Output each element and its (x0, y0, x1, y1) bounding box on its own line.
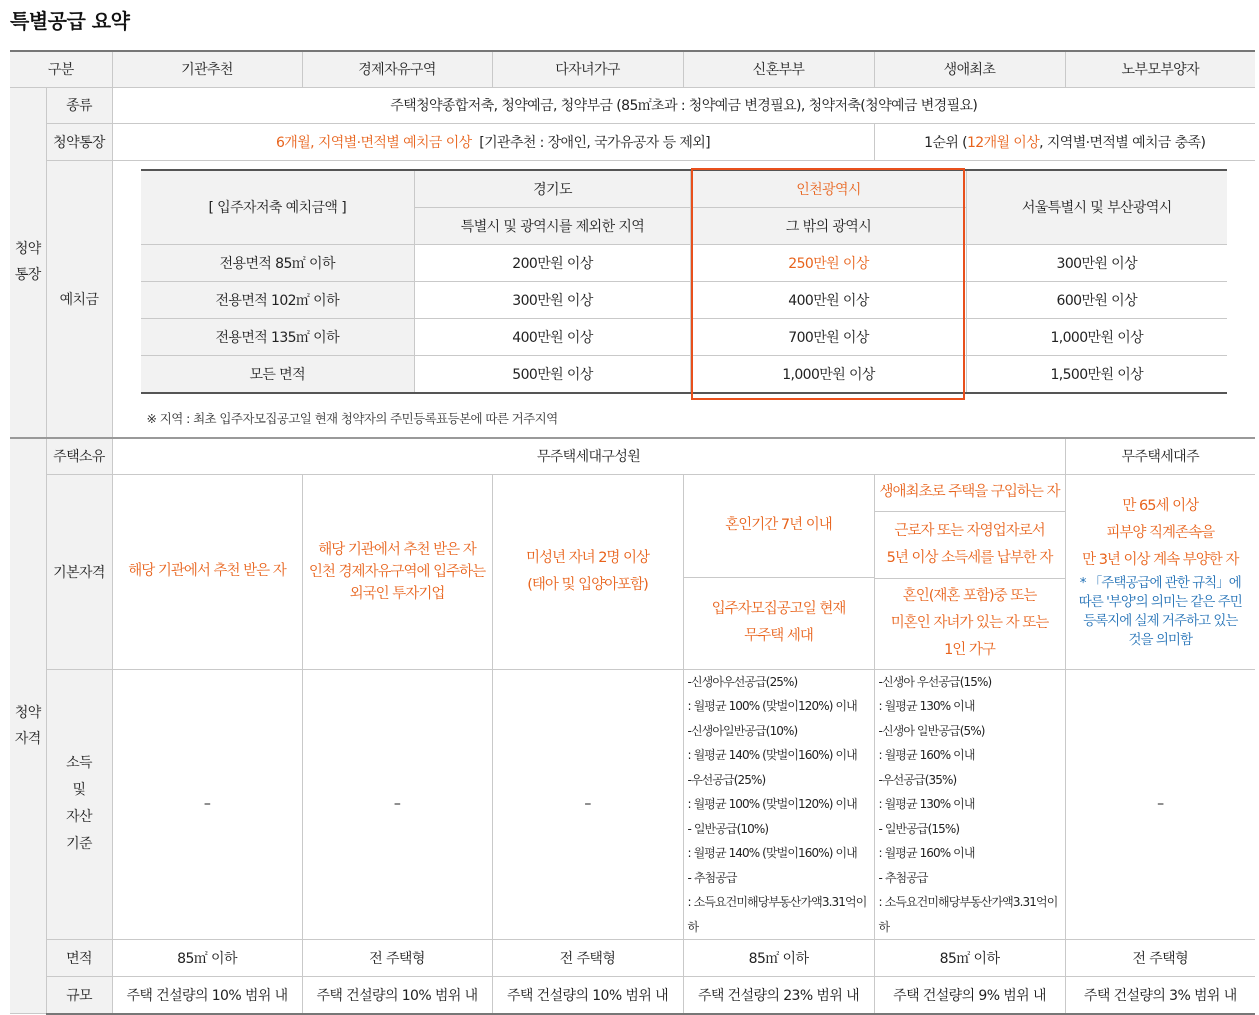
deposit-row-102 (141, 281, 1227, 318)
account-type-row (10, 87, 1255, 123)
col-first-home: 생애최초 (874, 51, 1065, 87)
deposit-value: 700만원 이상 (691, 318, 967, 355)
deposit-row-all (141, 355, 1227, 393)
deposit-row (10, 160, 1255, 438)
deposit-gyeonggi: 경기도 (415, 170, 691, 208)
col-elderly-support: 노부모부양자 (1065, 51, 1255, 87)
deposit-cell (112, 160, 1255, 438)
deposit-seoul: 서울특별시 및 부산광역시 (967, 170, 1227, 245)
deposit-area: 모든 면적 (141, 355, 415, 393)
basic-economic: 해당 기관에서 추천 받은 자 인천 경제자유구역에 입주하는 외국인 투자기업 (302, 474, 492, 669)
deposit-gyeonggi-sub: 특별시 및 광역시를 제외한 지역 (415, 207, 691, 244)
page-title: 특별공급 요약 (10, 9, 130, 33)
area-value: 85㎡ 이하 (874, 940, 1065, 977)
basic-first-home (874, 474, 1065, 669)
deposit-area: 전용면적 135㎡ 이하 (141, 318, 415, 355)
scale-value: 주택 건설량의 23% 범위 내 (683, 977, 874, 1014)
basic-elderly (1065, 474, 1255, 669)
scale-value: 주택 건설량의 10% 범위 내 (302, 977, 492, 1014)
deposit-value: 500만원 이상 (415, 355, 691, 393)
deposit-table (141, 169, 1227, 394)
income-newlywed-text: -신생아우선공급(25%) : 월평균 100% (맞벌이120%) 이내 -신생아일반공급(10%) : 월평균 140% (맞벌이160%) 이내 -우선공급(25%) : 월평균 100% (맞벌이120%) 이내 - 일반공급(10%) : 월평균 140% (맞벌이160%) 이내 - 추첨공급 : 소득요건미해당부동산가액3.31억이하 (687, 674, 867, 934)
housing-row (10, 438, 1255, 474)
income-elderly: – (1065, 669, 1255, 940)
deposit-value: 600만원 이상 (967, 281, 1227, 318)
housing-label: 주택소유 (46, 438, 112, 474)
passbook-left-rest: [기관추천 : 장애인, 국가유공자 등 제외] (471, 134, 711, 151)
col-multichild: 다자녀가구 (492, 51, 683, 87)
col-newlywed: 신혼부부 (683, 51, 874, 87)
deposit-value: 1,000만원 이상 (691, 355, 967, 393)
deposit-value: 250만원 이상 (691, 244, 967, 281)
basic-newlywed-top: 혼인기간 7년 이내 (684, 475, 874, 578)
basic-first-b: 근로자 또는 자영업자로서 5년 이상 소득세를 납부한 자 (875, 512, 1065, 579)
header-row (10, 51, 1255, 87)
deposit-row-85 (141, 244, 1227, 281)
area-row (10, 940, 1255, 977)
passbook-right-highlight: 12개월 이상 (966, 134, 1040, 151)
passbook-left-highlight: 6개월, 지역별·면적별 예치금 이상 (275, 134, 472, 151)
account-type-label: 종류 (46, 87, 112, 123)
col-economic-zone: 경제자유구역 (302, 51, 492, 87)
deposit-area: 전용면적 85㎡ 이하 (141, 244, 415, 281)
area-value: 전 주택형 (1065, 940, 1255, 977)
header-label: 구분 (10, 51, 112, 87)
housing-members: 무주택세대구성원 (112, 438, 1065, 474)
col-institution: 기관추천 (112, 51, 302, 87)
basic-first-a: 생애최초로 주택을 구입하는 자 (875, 475, 1065, 512)
account-section-label: 청약 통장 (10, 87, 46, 438)
basic-institution: 해당 기관에서 추천 받은 자 (112, 474, 302, 669)
income-multichild: – (492, 669, 683, 940)
passbook-right-prefix: 1순위 ( (924, 134, 967, 151)
deposit-area: 전용면적 102㎡ 이하 (141, 281, 415, 318)
deposit-value: 1,500만원 이상 (967, 355, 1227, 393)
basic-newlywed-bottom: 입주자모집공고일 현재 무주택 세대 (711, 601, 846, 644)
income-institution: – (112, 669, 302, 940)
deposit-value: 200만원 이상 (415, 244, 691, 281)
deposit-label: 예치금 (46, 160, 112, 438)
passbook-label: 청약통장 (46, 123, 112, 160)
area-value: 85㎡ 이하 (683, 940, 874, 977)
area-label: 면적 (46, 940, 112, 977)
deposit-value: 400만원 이상 (415, 318, 691, 355)
special-supply-summary-table (10, 50, 1255, 1015)
scale-value: 주택 건설량의 9% 범위 내 (874, 977, 1065, 1014)
basic-elderly-text: 만 65세 이상 피부양 직계존속을 만 3년 이상 계속 부양한 자 (1082, 498, 1239, 568)
deposit-incheon: 인천광역시 (691, 170, 967, 208)
passbook-row (10, 123, 1255, 160)
passbook-right (874, 123, 1255, 160)
area-value: 85㎡ 이하 (112, 940, 302, 977)
deposit-incheon-sub: 그 밖의 광역시 (691, 207, 967, 244)
housing-head: 무주택세대주 (1065, 438, 1255, 474)
area-value: 전 주택형 (492, 940, 683, 977)
deposit-corner: [ 입주자저축 예치금액 ] (141, 170, 415, 245)
basic-elderly-note: * 「주택공급에 관한 규칙」에 따른 '부양'의 의미는 같은 주민 등록지에 실제 거주하고 있는 것을 의미함 (1078, 575, 1242, 648)
deposit-value: 1,000만원 이상 (967, 318, 1227, 355)
scale-value: 주택 건설량의 10% 범위 내 (492, 977, 683, 1014)
income-first-text: -신생아 우선공급(15%) : 월평균 130% 이내 -신생아 일반공급(5%) : 월평균 160% 이내 -우선공급(35%) : 월평균 130% 이내 - 일반공급(15%) : 월평균 160% 이내 - 추첨공급 : 소득요건미해당부동산가액3.31억이하 (878, 674, 1058, 934)
deposit-value: 400만원 이상 (691, 281, 967, 318)
basic-newlywed (683, 474, 874, 669)
scale-label: 규모 (46, 977, 112, 1014)
scale-value: 주택 건설량의 10% 범위 내 (112, 977, 302, 1014)
basic-label: 기본자격 (46, 474, 112, 669)
income-label: 소득 및 자산 기준 (46, 669, 112, 940)
scale-value: 주택 건설량의 3% 범위 내 (1065, 977, 1255, 1014)
passbook-left (112, 123, 874, 160)
basic-first-c: 혼인(재혼 포함)중 또는 미혼인 자녀가 있는 자 또는 1인 가구 (890, 588, 1049, 658)
deposit-value: 300만원 이상 (415, 281, 691, 318)
passbook-right-suffix: , 지역별·면적별 예치금 충족) (1039, 134, 1206, 151)
income-first-home (874, 669, 1065, 940)
basic-multichild: 미성년 자녀 2명 이상 (태아 및 입양아포함) (492, 474, 683, 669)
scale-row (10, 977, 1255, 1014)
qual-section-label: 청약 자격 (10, 438, 46, 1014)
basic-row (10, 474, 1255, 669)
income-economic: – (302, 669, 492, 940)
income-newlywed (683, 669, 874, 940)
deposit-note: ※ 지역 : 최초 입주자모집공고일 현재 청약자의 주민등록표등본에 따른 거주지역 (146, 410, 558, 426)
income-row (10, 669, 1255, 940)
area-value: 전 주택형 (302, 940, 492, 977)
account-type-value: 주택청약종합저축, 청약예금, 청약부금 (85㎡초과 : 청약예금 변경필요), 청약저축(청약예금 변경필요) (112, 87, 1255, 123)
deposit-header-row-1 (141, 170, 1227, 208)
deposit-row-135 (141, 318, 1227, 355)
deposit-value: 300만원 이상 (967, 244, 1227, 281)
